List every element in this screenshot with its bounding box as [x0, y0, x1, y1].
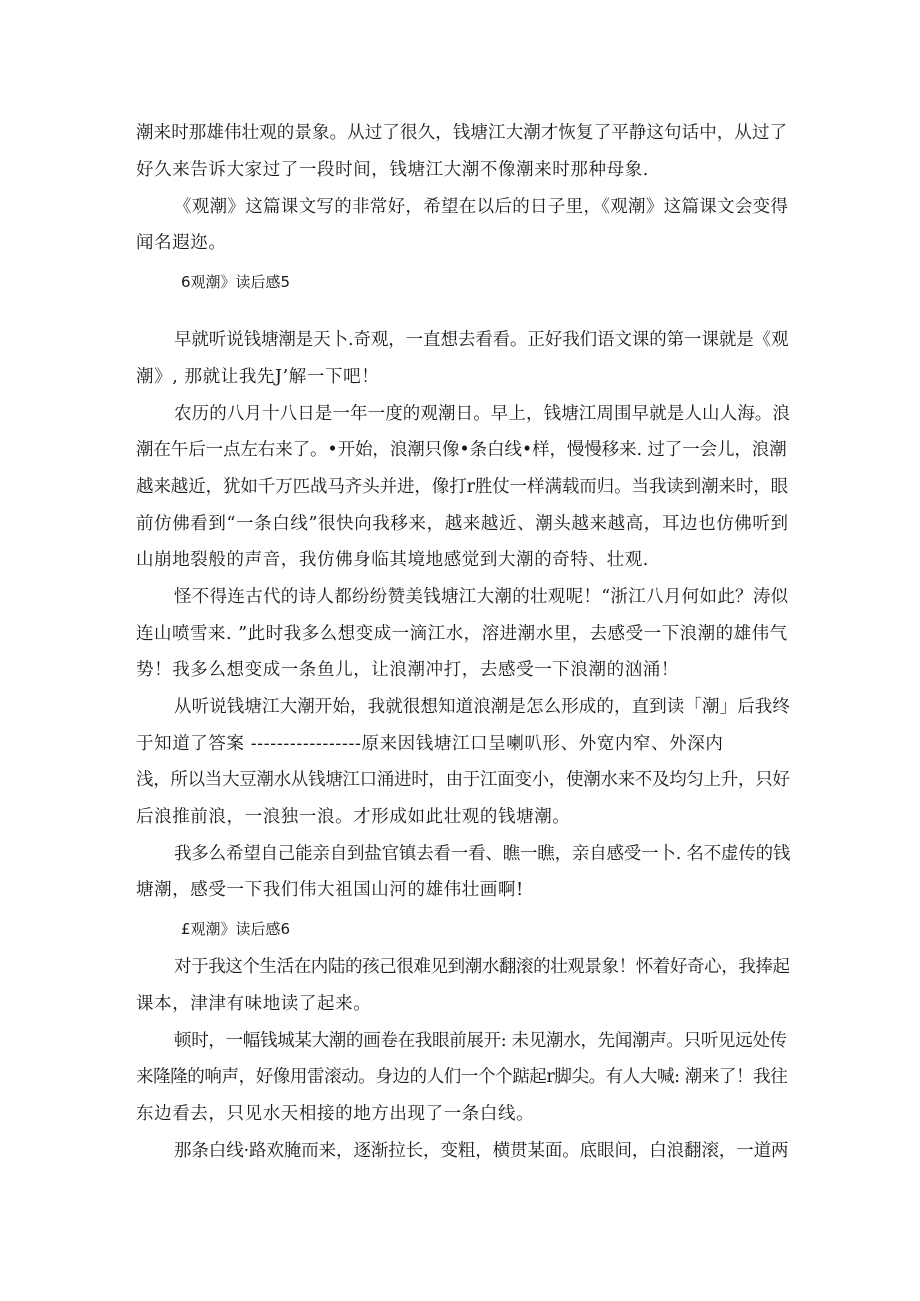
text-line: 从听说钱塘江大潮开始，我就很想知道浪潮是怎么形成的，直到读「潮」后我终 — [174, 697, 790, 717]
text-line: 《观潮》这篇课文写的非常好，希望在以后的日子里，《观潮》这篇课文会变得 — [174, 197, 789, 217]
text-line: 于知道了答案 -----------------原来因钱塘江口呈喇叭形、外宽内窄、外深内 — [136, 734, 724, 754]
text-line: 来隆隆的响声，好像用雷滚动。身边的人们一个个踮起r脚尖。有人大喊: 潮来了！我往 — [136, 1067, 788, 1087]
text-line: 那条白线·路欢腌而来，逐渐拉长，变粗，横贯某面。底眼间，白浪翻滚，一道两 — [174, 1141, 789, 1161]
text-line: 对于我这个生活在内陆的孩己很难见到潮水翻滚的壮观景象！怀着好奇心，我捧起 — [174, 957, 790, 977]
text-line: 早就听说钱塘潮是天卜.奇观，一直想去看看。正好我们语文课的第一课就是《观 — [174, 330, 789, 350]
text-line: 前仿佛看到“一条白线”很快向我移来，越来越近、潮头越来越高，耳边也仿佛听到 — [136, 514, 789, 534]
text-line: 我多么希望自己能亲自到盐官镇去看一看、瞧一瞧，亲自感受一卜. 名不虚传的钱 — [174, 844, 791, 864]
section-heading-5: 6观潮》读后感5 — [181, 273, 291, 291]
section-heading-6: £观潮》读后感6 — [181, 920, 291, 938]
text-line: 好久来告诉大家过了一段时间，钱塘江大潮不像潮来时那种母象. — [136, 160, 649, 180]
text-line: 潮来时那雄伟壮观的景象。从过了很久，钱塘江大潮才恢复了平静这句话中，从过了 — [136, 123, 788, 143]
text-line: 越来越近，犹如千万匹战马齐头并进，像打r胜仗一样满载而归。当我读到潮来时，眼 — [136, 477, 789, 497]
text-line: 潮在午后一点左右来了。•开始，浪潮只像•条白线•样，慢慢移来. 过了一会儿，浪潮 — [136, 440, 787, 460]
text-line: 怪不得连古代的诗人都纷纷赞美钱塘江大潮的壮观呢！“浙江八月何如此？涛似 — [174, 587, 789, 607]
text-line: 山崩地裂般的声音，我仿佛身临其境地感觉到大潮的奇特、壮观. — [136, 550, 649, 570]
text-line: 课本，津津有味地读了起来。 — [136, 994, 372, 1014]
text-line: 浅，所以当大豆潮水从钱塘江口涌进时，由于江面变小，使潮水来不及均匀上升，只好 — [136, 770, 790, 790]
text-line: 潮》, 那就让我先J’解一下吧！ — [136, 367, 380, 387]
text-line: 连山喷雪来. ”此时我多么想变成一滴江水，溶进潮水里，去感受一下浪潮的雄伟气 — [136, 624, 788, 644]
text-line: 东边看去，只见水天相接的地方出现了一条白线。 — [136, 1104, 535, 1124]
text-line: 塘潮，感受一下我们伟大祖国山河的雄伟壮画啊! — [136, 880, 524, 900]
text-line: 后浪推前浪，一浪独一浪。才形成如此壮观的钱塘潮。 — [136, 807, 571, 827]
text-line: 闻名遐迩。 — [136, 233, 227, 253]
text-line: 农历的八月十八日是一年一度的观潮日。早上，钱塘江周围早就是人山人海。浪 — [174, 404, 790, 424]
text-line: 顿时，一幅钱城某大潮的画卷在我眼前展开: 未见潮水，先闻潮声。只听见远处传 — [174, 1031, 787, 1051]
text-line: 势！我多么想变成一条鱼儿，让浪潮冲打，去感受一下浪潮的汹涌！ — [136, 660, 679, 680]
